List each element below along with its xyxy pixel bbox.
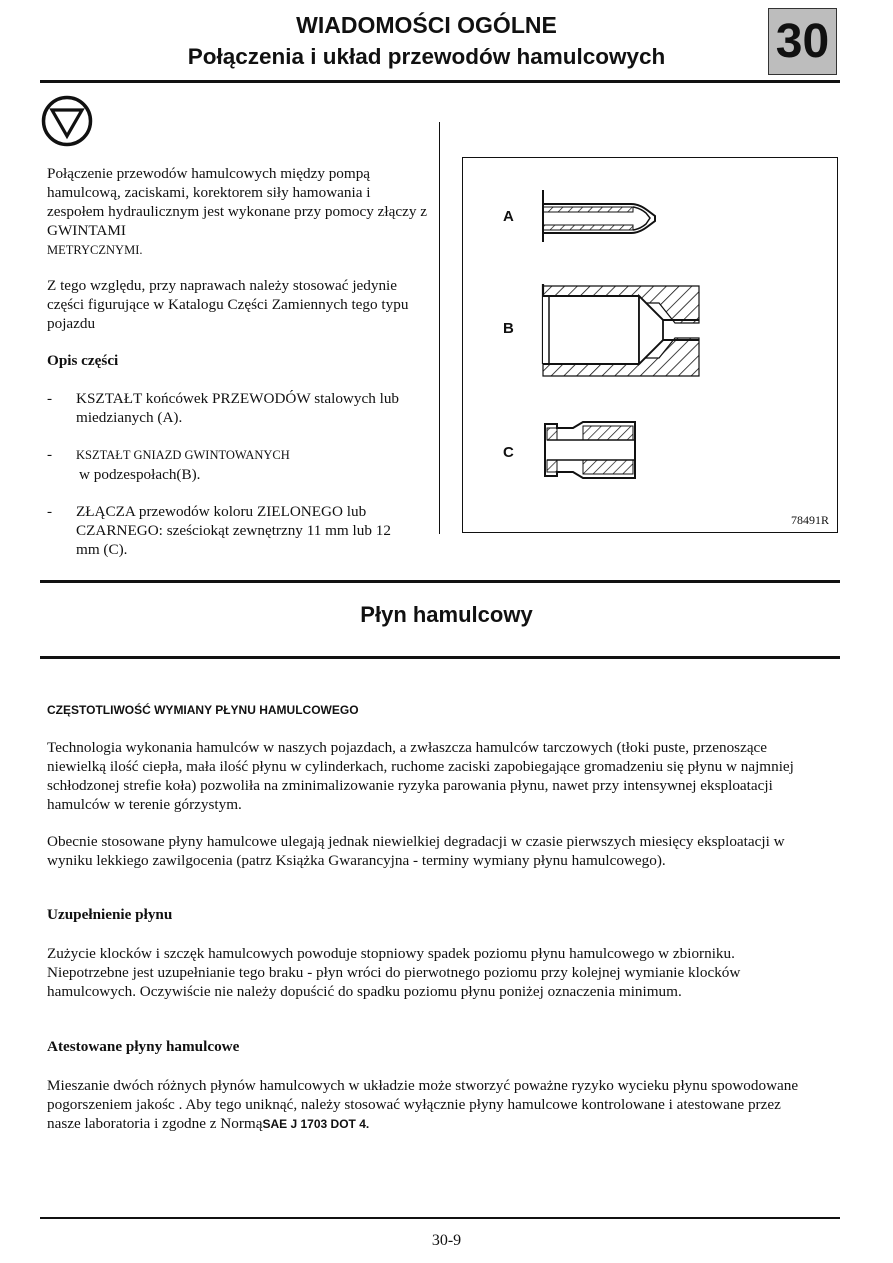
chapter-number-badge: 30 [768,8,837,75]
section-title: Płyn hamulcowy [360,602,533,627]
union-nut-c [545,422,635,478]
approved-text: Mieszanie dwóch różnych płynów hamulcowych w układzie może stworzyć poważne ryzyko wycieku płynu spowodowane pogorszeniem jakośc . Aby tego uniknąć, należy stosować wyłącznie płyny hamulcowe kontrolowane i atestowane przez nasze laboratoria i zgodne z Normą [47,1077,799,1132]
figure-label-b: B [503,320,514,337]
bullet-text: ZŁĄCZA przewodów koloru ZIELONEGO lub CZARNEGO: sześciokąt zewnętrzny 11 mm lub 12 mm (C). [76,503,391,558]
bullet-dash: - [47,390,53,407]
tube-end-a [543,190,655,242]
intro-text-end: METRYCZNYMI. [47,243,143,257]
intro-paragraph-1 [47,164,427,260]
section-rule-top [40,580,840,583]
figure-reference-number: 78491R [790,513,829,527]
paragraph-approved-fluids [47,1076,817,1134]
bullet-dash: - [47,503,53,520]
fittings-drawing [463,158,837,532]
bullet-text-cont: w podzespołach(B). [79,466,201,483]
threaded-socket-b [543,284,699,376]
warning-triangle-icon [40,95,94,147]
intro-text: Połączenie przewodów hamulcowych między pompą hamulcową, zaciskami, korektorem siły hamowania i zespołem hydraulicznym jest wykonane przy pomocy złączy z GWINTAMI [47,165,427,239]
bullet-text: KSZTAŁT końcówek PRZEWODÓW stalowych lub miedzianych (A). [76,390,400,426]
parts-heading: Opis części [47,352,119,369]
page-subtitle: Połączenia i układ przewodów hamulcowych [187,44,666,69]
section-subheading: CZĘSTOTLIWOŚĆ WYMIANY PŁYNU HAMULCOWEGO [47,703,359,717]
heading-refill: Uzupełnienie płynu [47,906,173,923]
footer-rule [40,1217,840,1219]
paragraph-degradation: Obecnie stosowane płyny hamulcowe ulegają jednak niewielkiej degradacji w czasie pierwszych miesięcy eksploatacji w wyniku lekkiego zawilgocenia (patrz Książka Gwarancyjna - terminy wymiany płynu hamulcowego). [47,833,785,869]
figure-label-a: A [503,208,514,225]
column-divider [439,122,440,534]
page-title: WIADOMOŚCI OGÓLNE [296,12,557,38]
figure-label-c: C [503,444,514,461]
intro-paragraph-2: Z tego względu, przy naprawach należy stosować jedynie części figurujące w Katalogu Części Zamiennych tego typu pojazdu [47,277,409,332]
bullet-text: KSZTAŁT GNIAZD GWINTOWANYCH [76,448,290,462]
fittings-figure [462,157,838,533]
norm-reference: SAE J 1703 DOT 4. [262,1117,370,1131]
paragraph-technology: Technologia wykonania hamulców w naszych pojazdach, a zwłaszcza hamulców tarczowych (tłoki puste, przenoszące niewielką ilość ciepła, mała ilość płynu w cylinderkach, ruchome zaciski zapobiegające gromadzeniu się płynu w najmniej schłodzonej strefie koła) pozwoliła na zminimalizowanie ryzyka parowania płynu, nawet przy intensywnej eksploatacji hamulców w terenie górzystym. [47,739,794,813]
page-number: 30-9 [431,1232,462,1249]
paragraph-refill: Zużycie klocków i szczęk hamulcowych powoduje stopniowy spadek poziomu płynu hamulcowego w zbiorniku. Niepotrzebne jest uzupełnianie tego braku - płyn wróci do pierwotnego poziomu przy kolejnej wymianie klocków hamulcowych. Oczywiście nie należy dopuścić do spadku poziomu płynu poniżej oznaczenia minimum. [47,945,741,1000]
heading-approved-fluids: Atestowane płyny hamulcowe [47,1038,240,1055]
bullet-dash: - [47,446,53,463]
header-rule [40,80,840,83]
section-rule-bottom [40,656,840,659]
